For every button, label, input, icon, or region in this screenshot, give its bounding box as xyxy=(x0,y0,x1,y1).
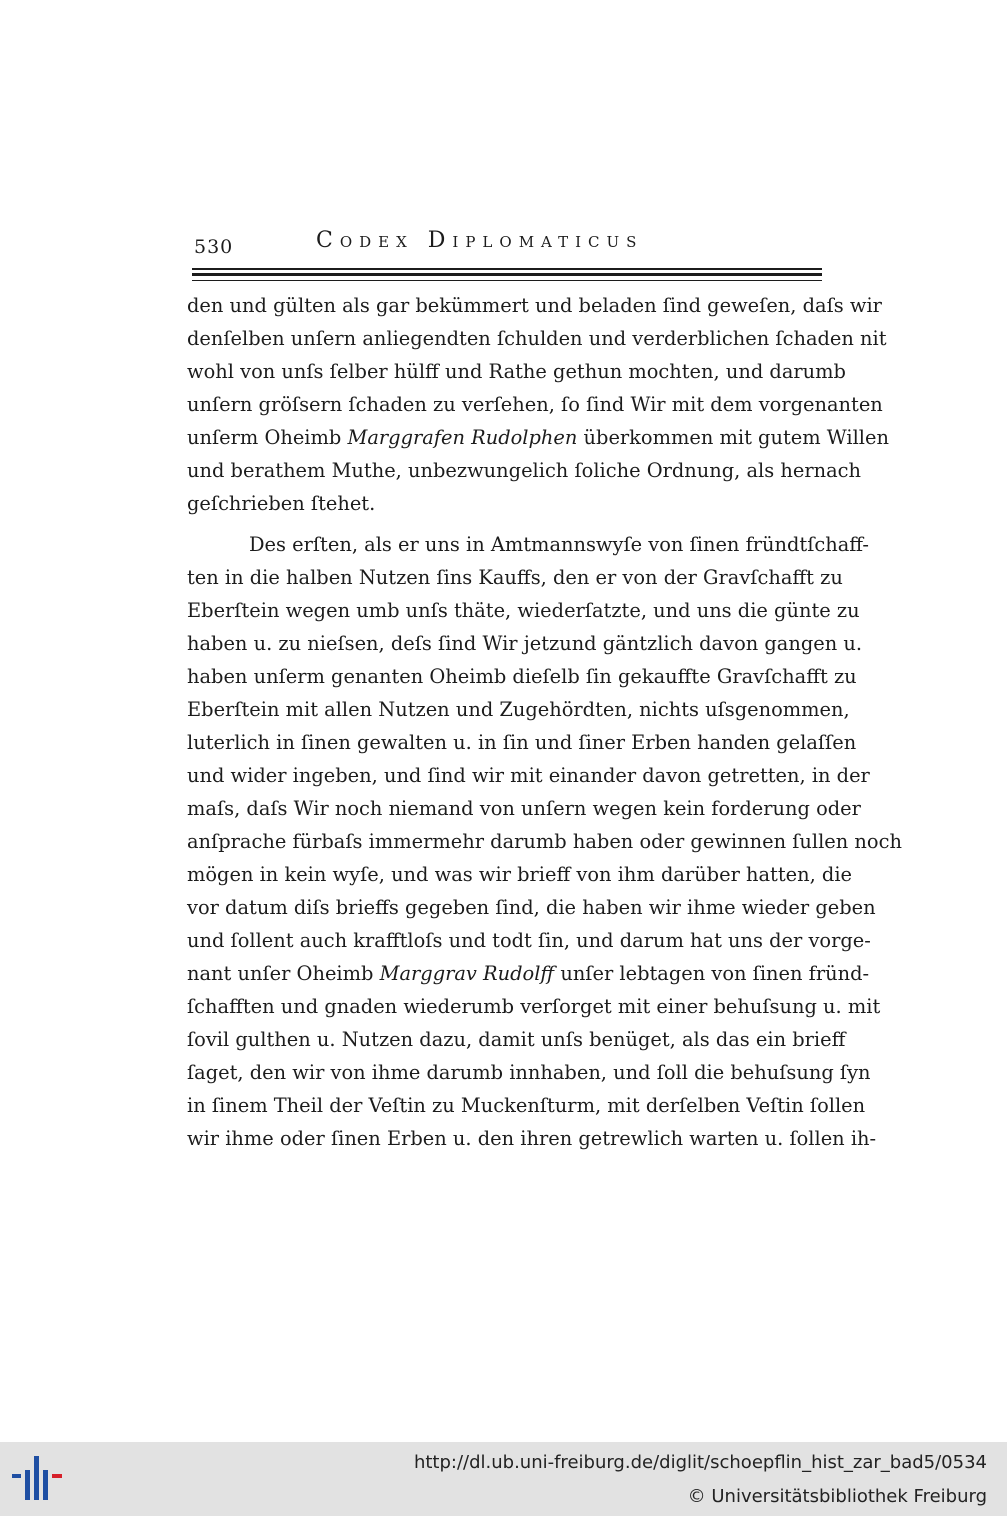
line-segment: und wider ingeben, und ſind wir mit einander davon getretten, in der xyxy=(187,764,870,787)
line-segment: geſchrieben ſtehet. xyxy=(187,492,376,515)
text-line xyxy=(187,1122,877,1155)
text-line xyxy=(187,759,870,792)
line-segment: unſern gröſsern ſchaden zu verſehen, ſo ſind Wir mit dem vorgenanten xyxy=(187,393,883,416)
text-line xyxy=(187,627,863,660)
header-rule xyxy=(192,280,822,281)
line-segment: maſs, daſs Wir noch niemand von unſern wegen kein forderung oder xyxy=(187,797,861,820)
text-line xyxy=(187,693,850,726)
line-segment: und ſollent auch krafftloſs und todt ſin, und darum hat uns der vorge- xyxy=(187,929,871,952)
line-segment: denſelben unſern anliegendten ſchulden und verderblichen ſchaden nit xyxy=(187,327,887,350)
line-segment: wohl von unſs ſelber hülff und Rathe gethun mochten, und darumb xyxy=(187,360,846,383)
text-line xyxy=(187,1056,871,1089)
text-line xyxy=(187,924,871,957)
text-line xyxy=(187,594,860,627)
line-segment: Des erſten, als er uns in Amtmannswyſe von ſinen fründtſchaff- xyxy=(249,533,869,556)
text-line xyxy=(187,792,861,825)
line-segment: Eberſtein wegen umb unſs thäte, wiederſatzte, und uns die günte zu xyxy=(187,599,860,622)
line-segment: wir ihme oder ſinen Erben u. den ihren getrewlich warten u. ſollen ih- xyxy=(187,1127,877,1150)
line-segment: mögen in kein wyſe, und was wir brieff von ihm darüber hatten, die xyxy=(187,863,853,886)
line-segment: haben u. zu nieſsen, deſs ſind Wir jetzund gäntzlich davon gangen u. xyxy=(187,632,863,655)
line-segment: den und gülten als gar bekümmert und beladen ſind geweſen, daſs wir xyxy=(187,294,882,317)
text-line xyxy=(187,957,870,990)
text-line xyxy=(187,355,846,388)
line-segment: Eberſtein mit allen Nutzen und Zugehördten, nichts uſsgenommen, xyxy=(187,698,850,721)
text-line xyxy=(187,858,853,891)
permalink-link[interactable]: http://dl.ub.uni-freiburg.de/diglit/schoepflin_hist_zar_bad5/0534 xyxy=(413,1452,987,1473)
line-segment: in ſinem Theil der Veſtin zu Muckenſturm, mit derſelben Veſtin ſollen xyxy=(187,1094,866,1117)
text-line xyxy=(187,726,857,759)
header-rule xyxy=(192,273,822,276)
line-segment: luterlich in ſinen gewalten u. in ſin und ſiner Erben handen gelaſſen xyxy=(187,731,857,754)
line-segment: überkommen mit gutem Willen xyxy=(577,426,889,449)
text-line xyxy=(187,454,861,487)
text-line xyxy=(187,1089,866,1122)
text-line xyxy=(187,990,881,1023)
footer-bar xyxy=(0,1442,1007,1516)
line-segment: und berathem Muthe, unbezwungelich ſoliche Ordnung, als hernach xyxy=(187,459,861,482)
document-body xyxy=(187,289,902,1155)
copyright-notice: © Universitätsbibliothek Freiburg xyxy=(687,1486,987,1507)
text-line xyxy=(187,561,843,594)
page-header xyxy=(192,228,822,260)
line-segment: ſchafften und gnaden wiederumb verſorget mit einer behuſsung u. mit xyxy=(187,995,881,1018)
text-line xyxy=(187,388,883,421)
text-line xyxy=(187,1023,846,1056)
line-segment: unſerm Oheimb xyxy=(187,426,348,449)
person-name: Marggrafen Rudolphen xyxy=(347,426,578,449)
line-segment: vor datum diſs brieffs gegeben ſind, die haben wir ihme wieder geben xyxy=(187,896,876,919)
header-rule xyxy=(192,268,822,270)
running-title: Codex Diplomaticus xyxy=(316,228,644,253)
text-line xyxy=(187,825,902,858)
line-segment: ten in die halben Nutzen ſins Kauffs, den er von der Gravſchafft zu xyxy=(187,566,843,589)
text-line xyxy=(187,487,831,520)
page-number: 530 xyxy=(194,236,234,258)
text-line xyxy=(187,421,889,454)
text-line xyxy=(187,289,882,322)
text-line xyxy=(187,891,876,924)
line-segment: ſovil gulthen u. Nutzen dazu, damit unſs benüget, als das ein brieff xyxy=(187,1028,846,1051)
text-line xyxy=(187,660,857,693)
line-segment: haben unſerm genanten Oheimb dieſelb ſin gekauffte Gravſchafft zu xyxy=(187,665,857,688)
text-line xyxy=(187,528,869,561)
line-segment: nant unſer Oheimb xyxy=(187,962,380,985)
library-logo-icon xyxy=(12,1456,64,1502)
person-name: Marggrav Rudolff xyxy=(379,962,555,985)
line-segment: anſprache fürbaſs immermehr darumb haben oder gewinnen ſullen noch xyxy=(187,830,902,853)
text-line xyxy=(187,322,887,355)
line-segment: unſer lebtagen von ſinen fründ- xyxy=(554,962,870,985)
line-segment: ſaget, den wir von ihme darumb innhaben, und ſoll die behuſsung ſyn xyxy=(187,1061,871,1084)
